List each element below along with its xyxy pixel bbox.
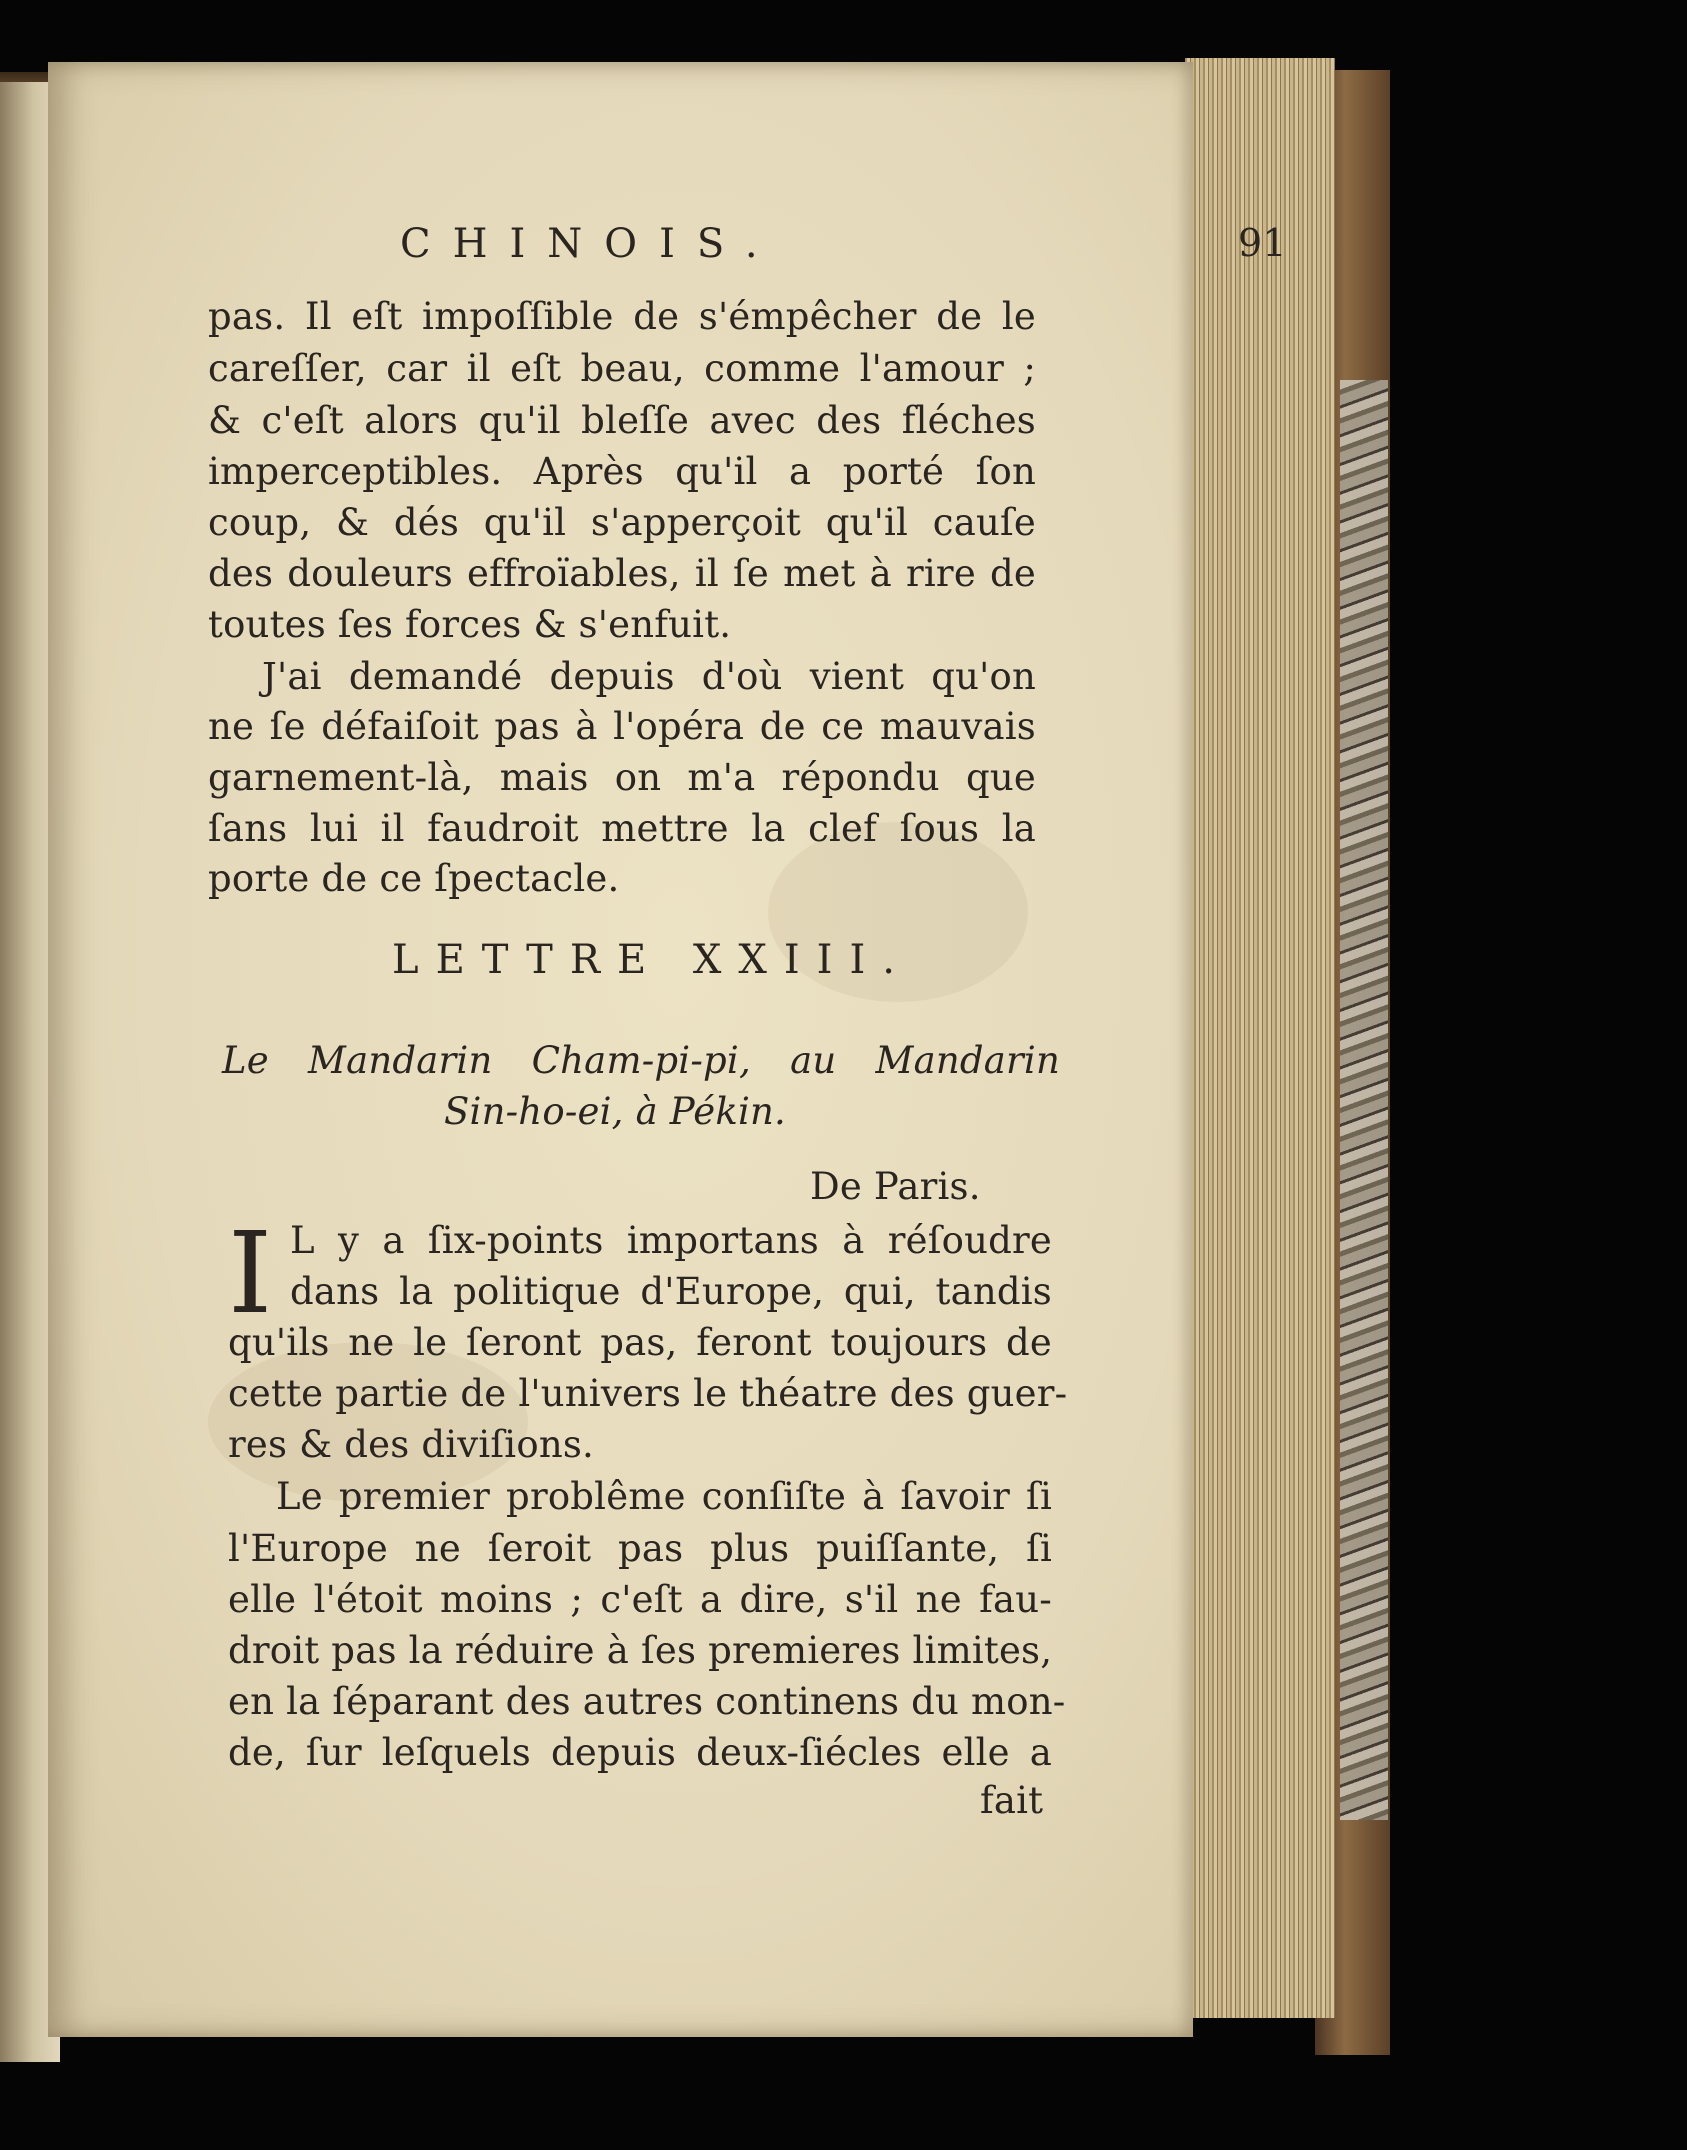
text-line: dans la politique d'Europe, qui, tandis — [290, 1270, 1052, 1313]
letter-place: De Paris. — [810, 1165, 981, 1208]
text-line: L y a ſix-points importans à réſoudre — [290, 1219, 1052, 1262]
text-line: res & des diviſions. — [228, 1423, 594, 1466]
drop-cap: I — [228, 1209, 273, 1339]
text-line: qu'ils ne le ſeront pas, feront toujours de — [228, 1321, 1052, 1364]
text-line: ne ſe défaiſoit pas à l'opéra de ce mauvais — [208, 705, 1036, 748]
text-line: toutes ſes forces & s'enfuit. — [208, 603, 732, 646]
text-line: coup, & dés qu'il s'apperçoit qu'il cauſe — [208, 501, 1036, 544]
text-line: l'Europe ne ſeroit pas plus puiſſante, ſi — [228, 1527, 1052, 1570]
text-line: careſſer, car il eſt beau, comme l'amour ; — [208, 347, 1036, 390]
text-line: pas. Il eſt impoſſible de s'émpêcher de le — [208, 295, 1036, 338]
text-line: Le premier problême conſiſte à ſavoir ſi — [276, 1475, 1052, 1518]
text-line: imperceptibles. Après qu'il a porté ſon — [208, 450, 1036, 493]
text-line: garnement-là, mais on m'a répondu que — [208, 756, 1036, 799]
letter-heading: LETTRE XXIII. — [392, 937, 912, 983]
text-line: des douleurs effroïables, il ſe met à rire de — [208, 552, 1036, 595]
letter-addressee: Le Mandarin Cham-pi-pi, au Mandarin — [222, 1039, 1060, 1082]
text-line: & c'eſt alors qu'il bleſſe avec des fléches — [208, 399, 1036, 442]
text-line: droit pas la réduire à ſes premieres limites, — [228, 1629, 1053, 1672]
running-title: CHINOIS. — [400, 221, 780, 267]
text-line: porte de ce ſpectacle. — [208, 857, 620, 900]
page-number: 91 — [1238, 221, 1287, 265]
text-line: en la ſéparant des autres continens du mon- — [228, 1680, 1066, 1723]
letter-addressee: Sin-ho-ei, à Pékin. — [444, 1090, 786, 1133]
catchword: fait — [980, 1779, 1044, 1822]
text-line: cette partie de l'univers le théatre des guer- — [228, 1372, 1068, 1415]
text-line: J'ai demandé depuis d'où vient qu'on — [262, 655, 1036, 698]
text-line: ſans lui il faudroit mettre la clef ſous la — [208, 807, 1036, 850]
text-line: elle l'étoit moins ; c'eſt a dire, s'il ne fau- — [228, 1578, 1052, 1621]
text-line: de, ſur leſquels depuis deux-ſiécles elle a — [228, 1731, 1052, 1774]
